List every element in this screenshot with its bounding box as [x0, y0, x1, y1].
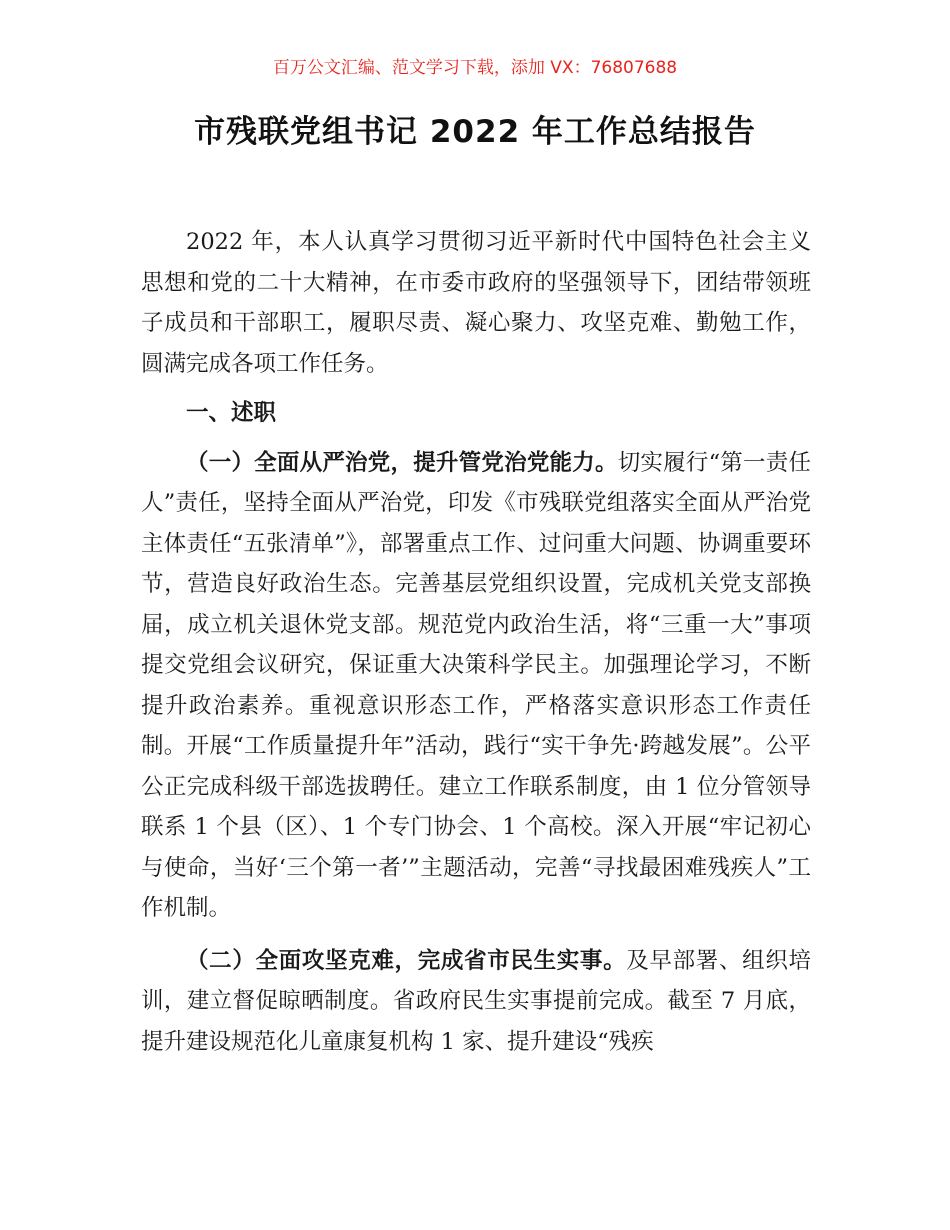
subsection-lead-1: （一）全面从严治党，提升管党治党能力。 — [186, 449, 618, 476]
document-title: 市残联党组书记 2022 年工作总结报告 — [194, 114, 756, 150]
subsection-text-1: 切实履行“第一责任人”责任，坚持全面从严治党，印发《市残联党组落实全面从严治党主体责任“五张清单”》，部署重点工作、过问重大问题、协调重要环节，营造良好政治生态。完善基层党组织设置，完成机关党支部换届，成立机关退休党支部。规范党内政治生活，将“三重一大”事项提交党组会议研究，保证重大决策科学民主。加强理论学习，不断提升政治素养。重视意识形态工作，严格落实意识形态工作责任制。开展“工作质量提升年”活动，践行“实干争先·跨越发展”。公平公正完成科级干部选拔聘任。建立工作联系制度，由 1 位分管领导联系 1 个县（区）、1 个专门协会、1 个高校。深入开展“牢记初心与使命，当好‘三个第一者’”主题活动，完善“寻找最困难残疾人”工作机制。 — [141, 449, 811, 921]
section-heading: 一、述职 — [186, 400, 277, 426]
subsection-lead-2: （二）全面攻坚克难，完成省市民生实事。 — [186, 947, 627, 974]
document-body — [141, 222, 811, 1062]
subsection-text-2: 及早部署、组织培训，建立督促晾晒制度。省政府民生实事提前完成。截至 7 月底，提升建设规范化儿童康复机构 1 家、提升建设“残疾 — [141, 947, 811, 1055]
subsection-paragraph-2 — [141, 941, 811, 1063]
subsection-paragraph-1 — [141, 443, 811, 929]
watermark-banner: 百万公文汇编、范文学习下载，添加 VX：76807688 — [272, 58, 678, 78]
intro-paragraph: 2022 年，本人认真学习贯彻习近平新时代中国特色社会主义思想和党的二十大精神，在市委市政府的坚强领导下，团结带领班子成员和干部职工，履职尽责、凝心聚力、攻坚克难、勤勉工作，圆满完成各项工作任务。 — [141, 229, 811, 377]
